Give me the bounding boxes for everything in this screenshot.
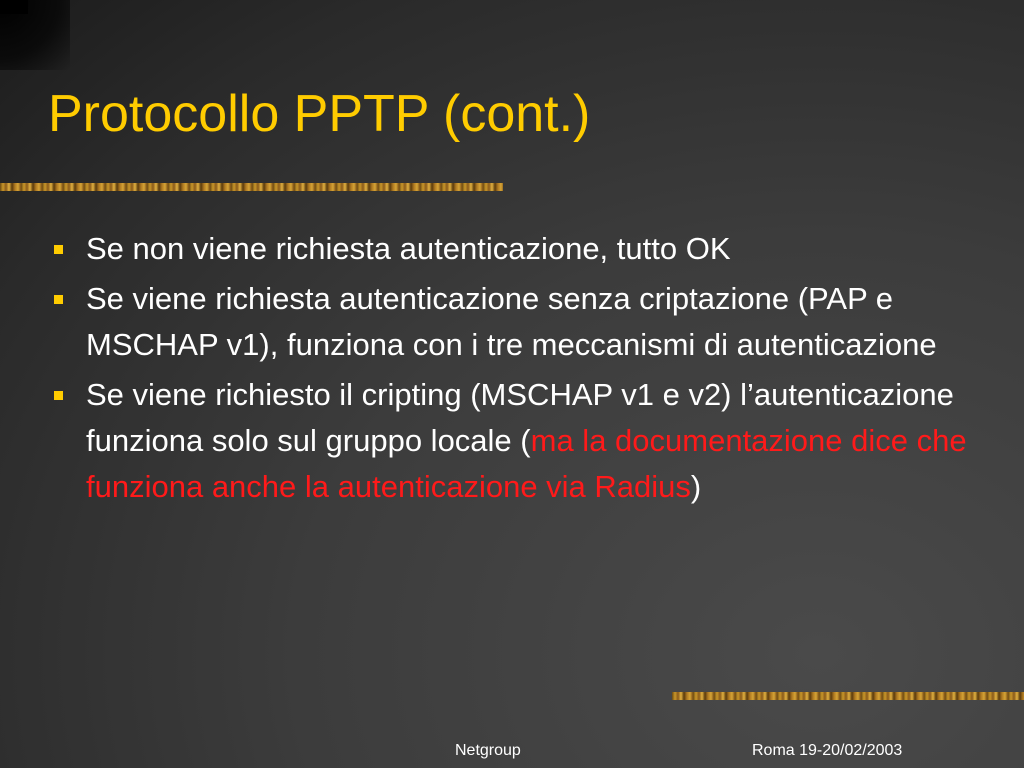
- corner-mark: [0, 0, 28, 14]
- footer-divider: [672, 692, 1024, 700]
- bullet-item: [48, 372, 968, 510]
- square-bullet-icon: [54, 391, 63, 400]
- bullet-text: Se non viene richiesta autenticazione, tutto OK: [86, 231, 731, 266]
- footer-organization: Netgroup: [455, 742, 521, 759]
- bullet-text: Se viene richiesta autenticazione senza criptazione (PAP e MSCHAP v1), funziona con i tre meccanismi di autenticazione: [86, 281, 937, 362]
- bullet-item: [48, 226, 968, 272]
- footer-location-date: Roma 19-20/02/2003: [752, 742, 903, 759]
- bullet-item: [48, 276, 968, 368]
- title-divider: [0, 183, 503, 191]
- bullet-list: [48, 226, 968, 514]
- slide-title: Protocollo PPTP (cont.): [48, 85, 591, 143]
- highlighted-note: ma la documentazione dice che funziona anche la autenticazione via Radius: [86, 423, 967, 504]
- square-bullet-icon: [54, 245, 63, 254]
- square-bullet-icon: [54, 295, 63, 304]
- bullet-text-closing: ): [690, 469, 702, 504]
- bullet-text: Se viene richiesto il cripting (MSCHAP v1 e v2) l’autenticazione funziona solo sul gruppo locale (: [86, 377, 954, 458]
